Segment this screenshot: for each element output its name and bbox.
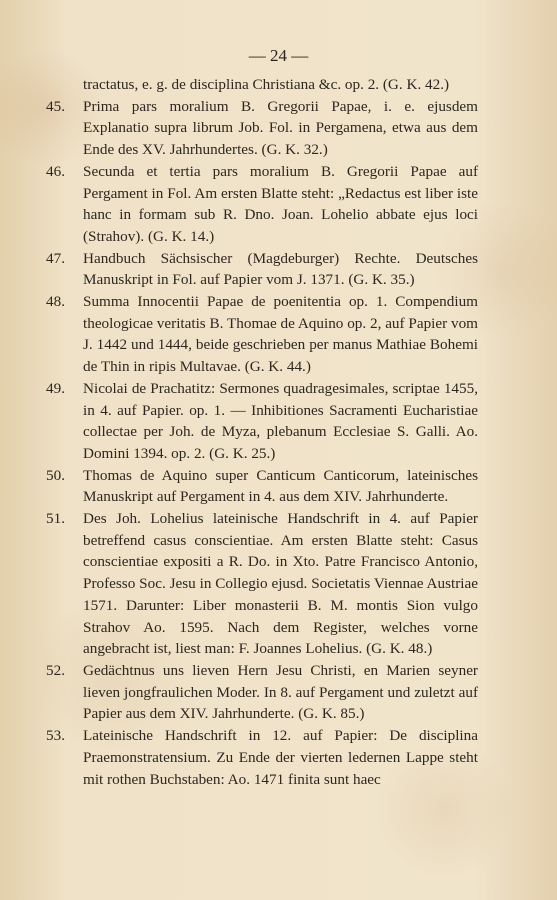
entry-number: 46. [46,162,65,180]
catalogue-entry [46,660,478,725]
entry-number: 47. [46,249,65,267]
catalogue-entry [46,465,478,508]
entry-text: Secunda et tertia pars moralium B. Gregorii Papae auf Pergament in Fol. Am ersten Blatte steht: „Redactus est liber iste hanc in formam sub R. Dno. Joan. Lohelio abbate ejus loci (Strahov). (G. K. 14.) [83,162,478,245]
entry-number: 49. [46,379,65,397]
entry-text: Handbuch Sächsischer (Magdeburger) Rechte. Deutsches Manuskript in Fol. auf Papier vom J. 1371. (G. K. 35.) [83,249,478,289]
entry-number: 53. [46,727,65,745]
continuation-text: tractatus, e. g. de disciplina Christiana &c. op. 2. (G. K. 42.) [83,76,450,93]
entry-text: Des Joh. Lohelius lateinische Handschrift in 4. auf Papier betreffend casus conscientiae. Am ersten Blatte steht: Casus conscientiae expositi a R. Do. in Xto. Patre Francisco Antonio, Professo Soc. Jesu in Collegio ejusd. Societatis Viennae Austriae 1571. Darunter: Liber monasterii B. M. montis Sion vulgo Strahov Ao. 1595. Nach dem Register, welches vorne angebracht ist, liest man: F. Joannes Lohelius. (G. K. 48.) [83,510,478,658]
page-number: — 24 — [248,46,309,65]
catalogue-entry [46,508,478,660]
entry-number: 51. [46,510,65,528]
entry-text: Nicolai de Prachatitz: Sermones quadragesimales, scriptae 1455, in 4. auf Papier. op. 1. — Inhibitiones Sacramenti Eucharistiae collectae per Joh. de Myza, plebanum Ecclesiae S. Galli. Ao. Domini 1394. op. 2. (G. K. 25.) [83,379,478,462]
catalogue-entry [46,378,478,465]
catalogue-entry [46,161,478,248]
entry-text: Summa Innocentii Papae de poenitentia op. 1. Compendium theologicae veritatis B. Thomae de Aquino op. 2, auf Papier vom J. 1442 und 1444, beide geschrieben per manus Mathiae Bohemi de Thin in ripis Multavae. (G. K. 44.) [83,293,478,376]
entry-number: 52. [46,661,65,679]
catalogue-entry [46,291,478,378]
entry-number: 48. [46,293,65,311]
entry-text: Prima pars moralium B. Gregorii Papae, i. e. ejusdem Explanatio supra librum Job. Fol. in Pergamena, etwa aus dem Ende des XV. Jahrhundertes. (G. K. 32.) [83,97,478,159]
entry-number: 50. [46,466,65,484]
catalogue-entry [46,725,478,790]
entry-text: Lateinische Handschrift in 12. auf Papier: De disciplina Praemonstratensium. Zu Ende der vierten ledernen Lappe steht mit rothen Buchstaben: Ao. 1471 finita sunt haec [83,727,478,788]
entry-text: Gedächtnus uns lieven Hern Jesu Christi, en Marien seyner lieven jongfraulichen Moder. In 8. auf Pergament und zuletzt auf Papier aus dem XIV. Jahrhunderte. (G. K. 85.) [83,661,478,723]
catalogue-entry [46,96,478,161]
catalogue-entry [46,248,478,291]
entry-number: 45. [46,97,65,115]
entry-text: Thomas de Aquino super Canticum Canticorum, lateinisches Manuskript auf Pergament in 4. aus dem XIV. Jahrhunderte. [83,466,478,506]
catalogue-text [46,74,478,790]
